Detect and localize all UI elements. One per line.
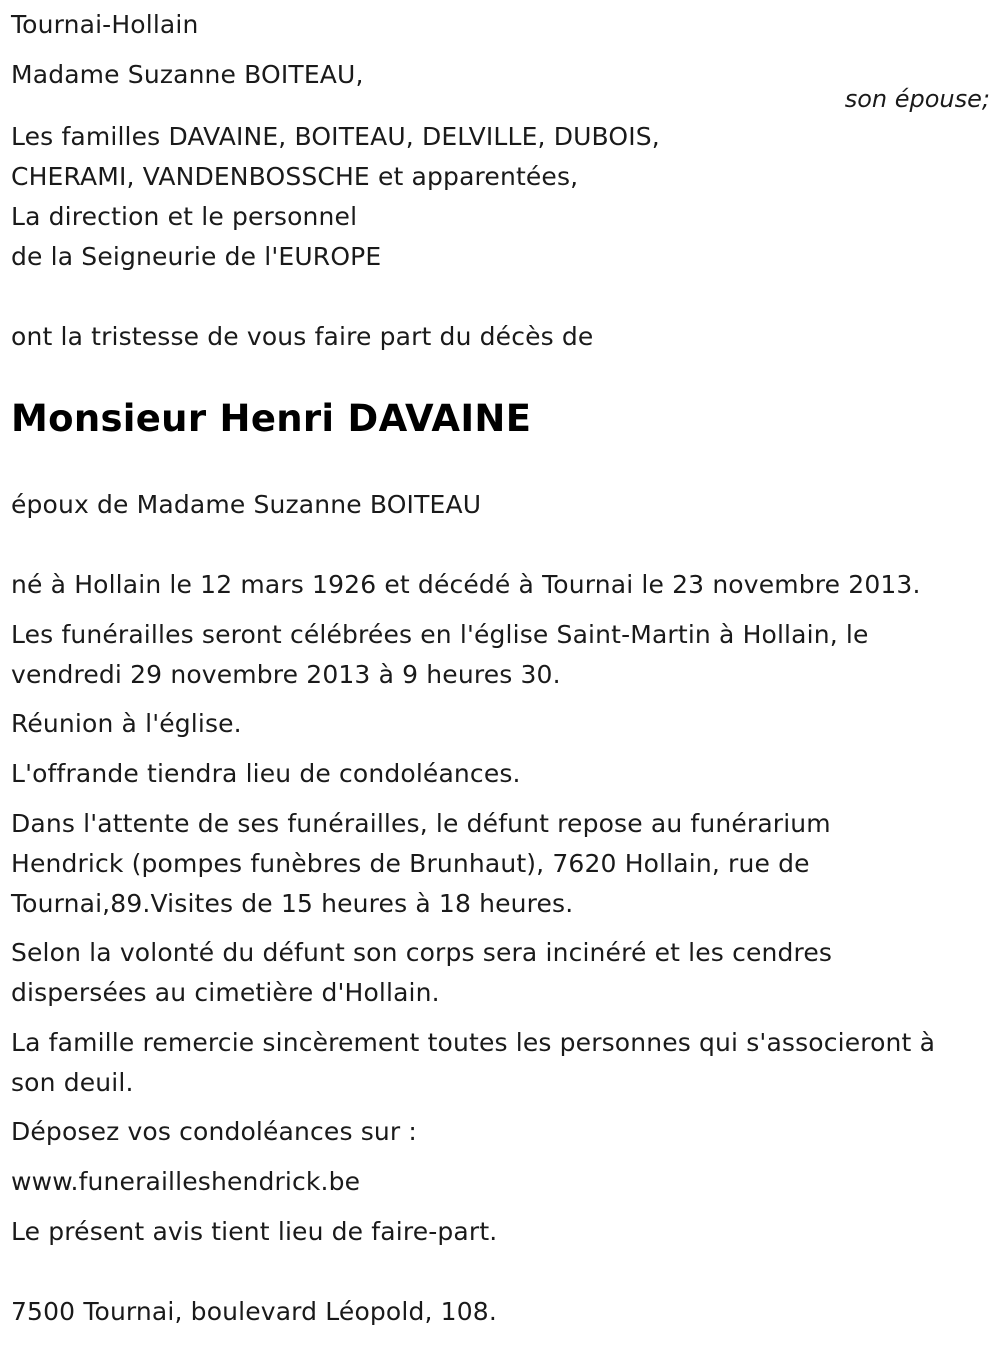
website-link[interactable]: www.funerailleshendrick.be [11,1167,361,1196]
spouse-relation: son épouse; [844,85,990,113]
spouse-name: Madame Suzanne BOITEAU, [11,60,364,89]
spouse-of-text: époux de Madame Suzanne BOITEAU [11,490,482,519]
deceased-name: Monsieur Henri DAVAINE [11,397,532,440]
meeting-text: Réunion à l'église. [11,709,242,738]
funeral-text: Les funérailles seront célébrées en l'église Saint-Martin à Hollain, le vendredi 29 novembre 2013 à 9 heures 30. [11,620,869,689]
families-list: Les familles DAVAINE, BOITEAU, DELVILLE, DUBOIS, CHERAMI, VANDENBOSSCHE et apparentées, La direction et le personnel de la Seigneurie de l'EUROPE [11,122,660,271]
notice-text: Le présent avis tient lieu de faire-part. [11,1217,498,1246]
address-text: 7500 Tournai, boulevard Léopold, 108. [11,1297,497,1326]
announcement-text: ont la tristesse de vous faire part du décès de [11,322,594,351]
birth-death-text: né à Hollain le 12 mars 1926 et décédé à Tournai le 23 novembre 2013. [11,570,921,599]
offering-text: L'offrande tiendra lieu de condoléances. [11,759,521,788]
thanks-text: La famille remercie sincèrement toutes les personnes qui s'associeront à son deuil. [11,1028,936,1097]
location: Tournai-Hollain [11,10,199,39]
cremation-text: Selon la volonté du défunt son corps sera incinéré et les cendres dispersées au cimetière d'Hollain. [11,938,833,1007]
condolences-prompt: Déposez vos condoléances sur : [11,1117,417,1146]
repose-text: Dans l'attente de ses funérailles, le défunt repose au funérarium Hendrick (pompes funèbres de Brunhaut), 7620 Hollain, rue de Tournai,89.Visites de 15 heures à 18 heures. [11,809,831,918]
